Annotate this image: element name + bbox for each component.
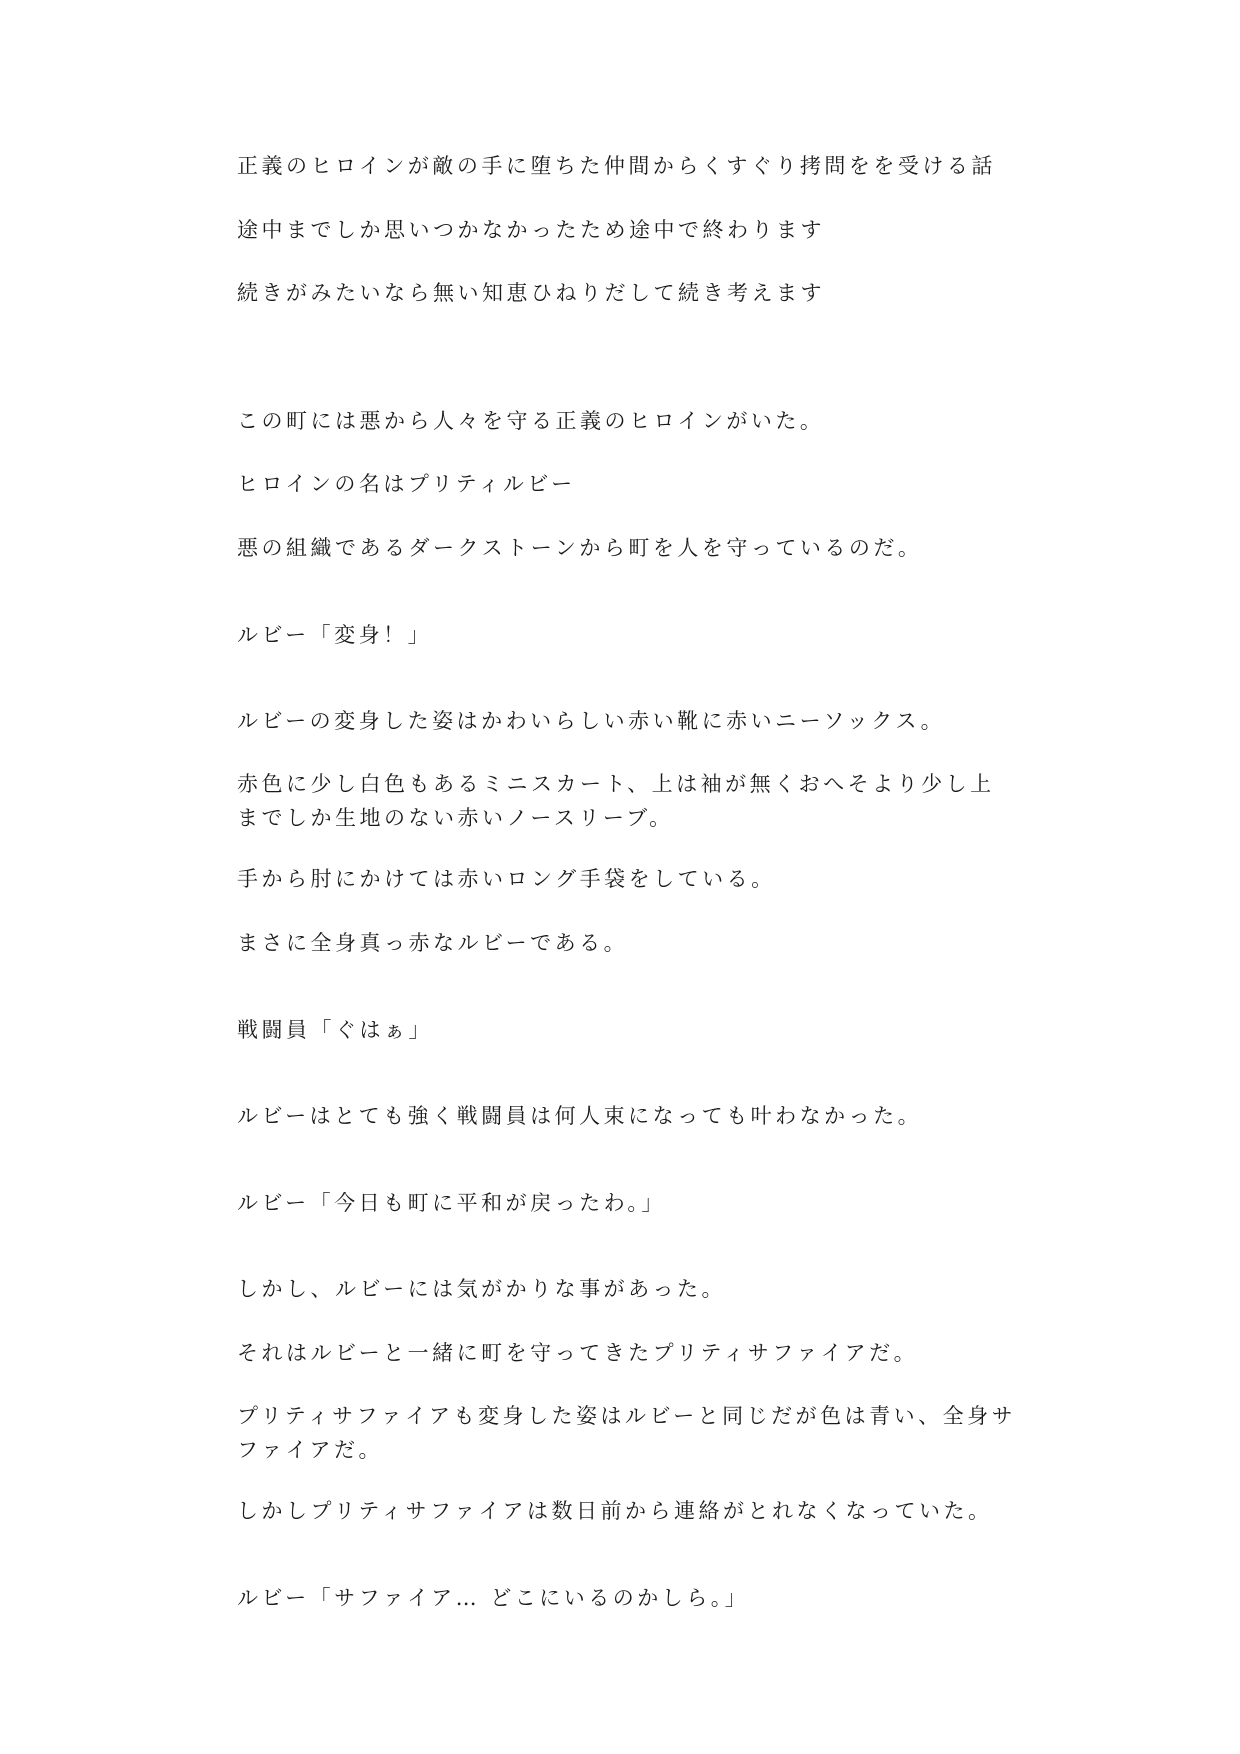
intro-line-title: 正義のヒロインが敵の手に堕ちた仲間からくすぐり拷問をを受ける話 [237, 154, 996, 178]
dialogue-line: ルビー「今日も町に平和が戻ったわ。」 [237, 1191, 666, 1215]
dialogue-line: ルビー「変身！」 [237, 623, 433, 647]
story-paragraph: まさに全身真っ赤なルビーである。 [237, 931, 629, 955]
story-paragraph: 悪の組織であるダークストーンから町を人を守っているのだ。 [237, 536, 923, 560]
story-paragraph: ヒロインの名はプリティルビー [237, 472, 576, 496]
intro-line-2: 途中までしか思いつかなかったため途中で終わります [237, 218, 825, 242]
story-paragraph: ルビーの変身した姿はかわいらしい赤い靴に赤いニーソックス。 [237, 709, 946, 733]
story-paragraph: この町には悪から人々を守る正義のヒロインがいた。 [237, 409, 825, 433]
story-paragraph: ルビーはとても強く戦闘員は何人束になっても叶わなかった。 [237, 1104, 923, 1128]
story-paragraph: しかし、ルビーには気がかりな事があった。 [237, 1277, 726, 1301]
intro-line-3: 続きがみたいなら無い知恵ひねりだして続き考えます [237, 281, 825, 305]
dialogue-line: 戦闘員「ぐはぁ」 [237, 1018, 433, 1042]
story-paragraph: 赤色に少し白色もあるミニスカート、上は袖が無くおへそより少し上までしか生地のない赤いノースリーブ。 [237, 772, 995, 830]
story-paragraph: それはルビーと一緒に町を守ってきたプリティサファイアだ。 [237, 1341, 919, 1365]
story-paragraph: しかしプリティサファイアは数日前から連絡がとれなくなっていた。 [237, 1499, 993, 1523]
story-paragraph: プリティサファイアも変身した姿はルビーと同じだが色は青い、全身サファイアだ。 [237, 1404, 1017, 1462]
story-paragraph: 手から肘にかけては赤いロング手袋をしている。 [237, 867, 776, 891]
dialogue-line: ルビー「サファイア… どこにいるのかしら。」 [237, 1586, 750, 1610]
